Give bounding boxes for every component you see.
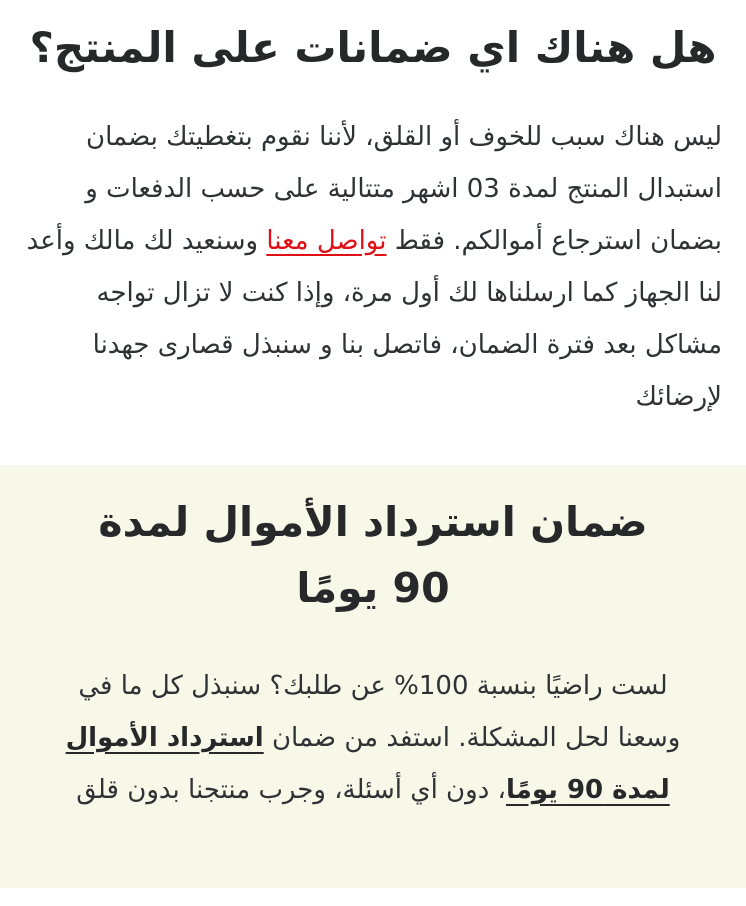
faq-answer-paragraph [20,111,726,423]
guarantee-section [0,465,746,888]
bottom-white-strip [0,888,746,906]
contact-us-link[interactable]: تواصل معنا [266,225,387,256]
faq-answer-text-part2: وسنعيد لك مالك وأعد لنا الجهاز كما ارسلناها لك أول مرة، وإذا كنت لا تزال تواجه مشاكل بعد فترة الضمان، فاتصل بنا و سنبذل قصارى جهدنا لإرضائك [26,225,722,412]
guarantee-text-part1: لست راضيًا بنسبة 100% عن طلبك؟ سنبذل كل ما في وسعنا لحل المشكلة. استفد من ضمان [78,670,681,753]
faq-answer-text-part1: ليس هناك سبب للخوف أو القلق، لأننا نقوم بتغطيتك بضمان استبدال المنتج لمدة 03 اشهر متتالية على حسب الدفعات و بضمان استرجاع أموالكم. فقط [85,121,722,256]
guarantee-title: ضمان استرداد الأموال لمدة 90 يومًا [98,498,648,613]
money-back-highlight: استرداد الأموال لمدة 90 يومًا [65,722,670,805]
guarantee-text-part2: ، دون أي أسئلة، وجرب منتجنا بدون قلق [76,774,506,805]
guarantee-paragraph [48,660,698,816]
faq-question-heading: هل هناك اي ضمانات على المنتج؟ [29,23,717,72]
